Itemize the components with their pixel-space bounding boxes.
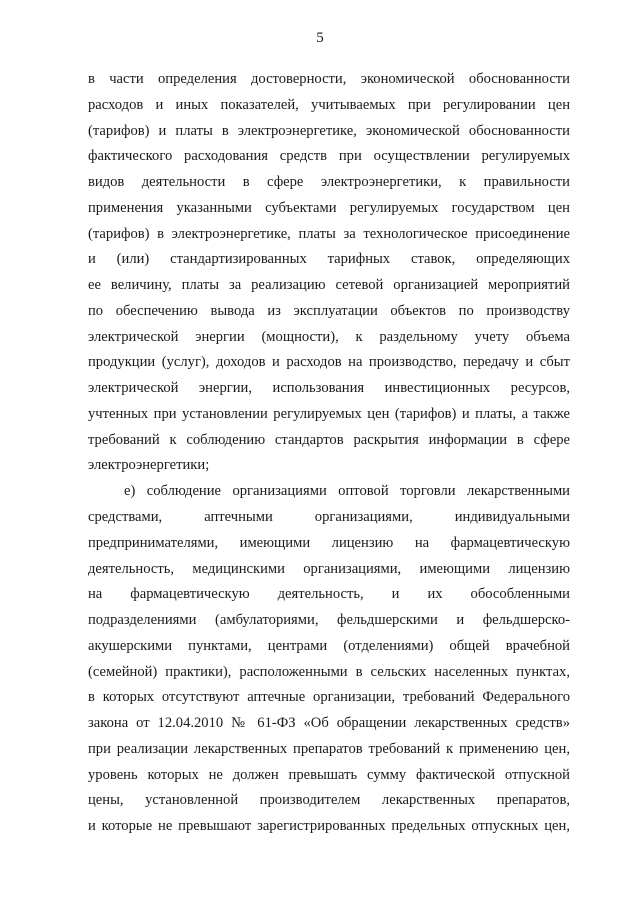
text-line: расходов и иных показателей, учитываемых при регулировании цен (88, 96, 570, 113)
text-line: (семейной) практики), расположенными в сельских населенных пунктах, (88, 663, 570, 680)
text-line: закона от 12.04.2010 № 61-ФЗ «Об обращении лекарственных средств» (88, 715, 570, 732)
text-line: (тарифов) в электроэнергетике, платы за технологическое присоединение (88, 225, 570, 242)
paragraph-continuation (88, 67, 570, 479)
text-line: и (или) стандартизированных тарифных ставок, определяющих (88, 251, 570, 268)
text-line: уровень которых не должен превышать сумму фактической отпускной (88, 766, 570, 783)
text-line: е) соблюдение организациями оптовой торговли лекарственными (124, 483, 570, 500)
text-line: на фармацевтическую деятельность, и их обособленными (88, 586, 570, 603)
text-line: видов деятельности в сфере электроэнергетики, к правильности (88, 174, 570, 191)
text-line: деятельность, медицинскими организациями, имеющими лицензию (88, 560, 570, 577)
document-body (88, 67, 570, 840)
text-line: средствами, аптечными организациями, индивидуальными (88, 509, 570, 526)
text-line: цены, установленной производителем лекарственных препаратов, (88, 792, 570, 809)
text-line: в части определения достоверности, экономической обоснованности (88, 71, 570, 87)
text-line: электрической энергии, использования инвестиционных ресурсов, (88, 380, 570, 397)
paragraph-item-e (88, 479, 570, 840)
text-line: фактического расходования средств при осуществлении регулируемых (88, 148, 570, 165)
text-line: по обеспечению вывода из эксплуатации объектов по производству (88, 302, 570, 319)
text-line: ее величину, платы за реализацию сетевой организацией мероприятий (88, 277, 570, 294)
text-line: электрической энергии (мощности), к раздельному учету объема (88, 328, 570, 345)
text-line: продукции (услуг), доходов и расходов на производство, передачу и сбыт (88, 354, 570, 371)
text-line: учтенных при установлении регулируемых цен (тарифов) и платы, а также (88, 405, 570, 422)
text-line: требований к соблюдению стандартов раскрытия информации в сфере (88, 431, 570, 448)
text-line: акушерскими пунктами, центрами (отделениями) общей врачебной (88, 637, 570, 654)
text-line: (тарифов) и платы в электроэнергетике, экономической обоснованности (88, 122, 570, 139)
text-line: предпринимателями, имеющими лицензию на фармацевтическую (88, 534, 570, 551)
text-line: при реализации лекарственных препаратов требований к применению цен, (88, 740, 570, 757)
text-line: подразделениями (амбулаториями, фельдшерскими и фельдшерско- (88, 612, 570, 629)
text-line: и которые не превышают зарегистрированных предельных отпускных цен, (88, 818, 570, 835)
text-line: в которых отсутствуют аптечные организации, требований Федерального (88, 689, 570, 706)
text-line: электроэнергетики; (88, 457, 210, 474)
text-line: применения указанными субъектами регулируемых государством цен (88, 199, 570, 216)
page-number: 5 (316, 30, 324, 46)
